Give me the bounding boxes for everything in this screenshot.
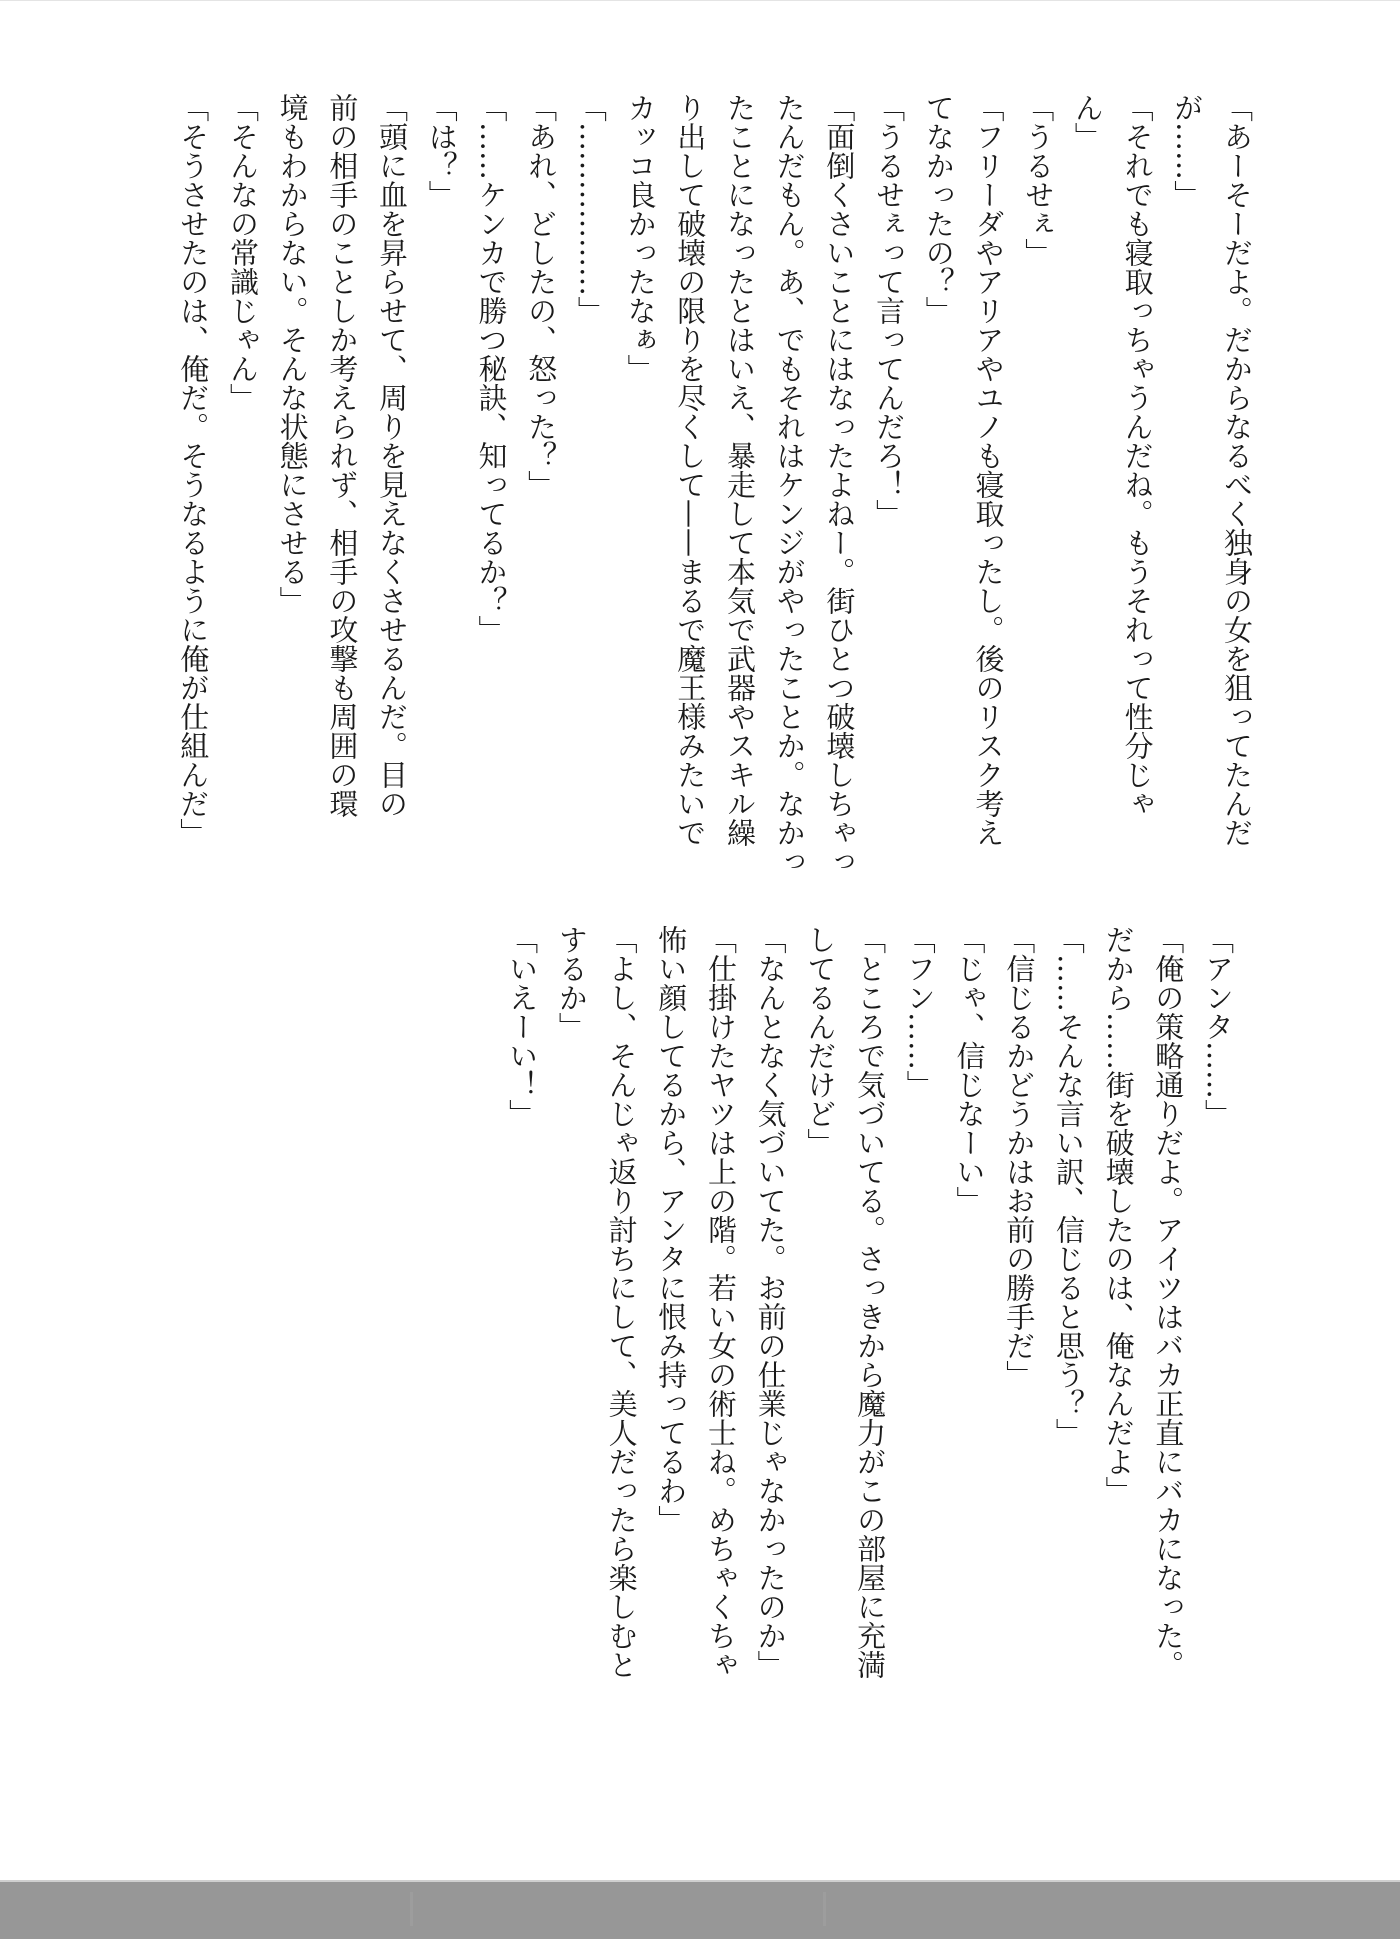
text-line: が……」	[1170, 93, 1205, 209]
text-line: 「………………」	[573, 93, 608, 325]
text-line: 「うるせぇって言ってんだろ！」	[872, 93, 907, 528]
text-line: 「俺の策略通りだよ。アイツはバカ正直にバカになった。	[1151, 925, 1186, 1679]
text-line: 「なんとなく気づいてた。お前の仕業じゃなかったのか」	[753, 925, 788, 1679]
dialogue-paragraph	[1012, 93, 1062, 883]
text-line: 「面倒くさいことにはなったよねー。街ひとつ破壊しちゃっ	[822, 93, 857, 876]
dialogue-paragraph	[1093, 925, 1192, 1715]
dialogue-paragraph	[515, 93, 565, 883]
page-footer-scrollbar[interactable]	[0, 1880, 1400, 1939]
text-line: 「そうさせたのは、俺だ。そうなるように俺が仕組んだ」	[176, 93, 211, 847]
text-line: たんだもん。あ、でもそれはケンジがやったことか。なかっ	[772, 93, 807, 876]
dialogue-paragraph	[217, 93, 267, 883]
dialogue-paragraph	[1043, 925, 1093, 1715]
text-line: 「仕掛けたヤツは上の階。若い女の術士ね。めちゃくちゃ	[703, 925, 738, 1679]
text-line: ん」	[1070, 93, 1105, 151]
dialogue-paragraph	[795, 925, 894, 1715]
dialogue-paragraph	[416, 93, 466, 883]
dialogue-paragraph	[993, 925, 1043, 1715]
dialogue-paragraph	[863, 93, 913, 883]
dialogue-paragraph	[565, 93, 615, 883]
text-line: 境もわからない。そんな状態にさせる」	[275, 93, 310, 615]
text-line: 「は？」	[424, 93, 459, 209]
lower-text-block	[496, 925, 1242, 1715]
dialogue-paragraph	[646, 925, 745, 1715]
footer-divider	[823, 1892, 826, 1926]
text-line: たことになったとはいえ、暴走して本気で武器やスキル繰	[722, 93, 757, 847]
top-border	[0, 0, 1400, 1]
text-line: 「それでも寝取っちゃうんだね。もうそれって性分じゃ	[1120, 93, 1155, 818]
dialogue-paragraph	[944, 925, 994, 1715]
text-line: だから……街を破壊したのは、俺なんだよ」	[1101, 925, 1136, 1505]
text-line: 「よし、そんじゃ返り討ちにして、美人だったら楽しむと	[604, 925, 639, 1679]
upper-text-block	[168, 93, 1261, 883]
text-line: 「じゃ、信じなーい」	[952, 925, 987, 1215]
text-line: するか」	[554, 925, 589, 1041]
text-line: 「そんなの常識じゃん」	[225, 93, 260, 412]
text-line: 怖い顔してるから、アンタに恨み持ってるわ」	[654, 925, 689, 1534]
text-line: 「あーそーだよ。だからなるべく独身の女を狙ってたんだ	[1220, 93, 1254, 847]
dialogue-paragraph	[168, 93, 218, 883]
text-line: 「フン……」	[902, 925, 937, 1099]
dialogue-paragraph	[913, 93, 1012, 883]
text-line: 「ところで気づいてる。さっきから魔力がこの部屋に充満	[853, 925, 888, 1679]
text-line: 「……ケンカで勝つ秘訣、知ってるか？」	[474, 93, 509, 644]
text-line: 「うるせぇ」	[1021, 93, 1056, 267]
footer-divider	[410, 1892, 413, 1926]
dialogue-paragraph	[496, 925, 546, 1715]
dialogue-paragraph	[615, 93, 864, 883]
text-line: 「頭に血を昇らせて、周りを見えなくさせるんだ。目の	[375, 93, 410, 818]
text-line: してるんだけど」	[803, 925, 838, 1157]
dialogue-paragraph	[1162, 93, 1261, 883]
text-line: 「アンタ……」	[1201, 925, 1235, 1128]
dialogue-paragraph	[894, 925, 944, 1715]
text-line: 「信じるかどうかはお前の勝手だ」	[1002, 925, 1037, 1389]
dialogue-paragraph	[267, 93, 416, 883]
text-line: 「あれ、どしたの、怒った？」	[524, 93, 559, 499]
text-line: てなかったの？」	[921, 93, 956, 325]
text-line: 「フリーダやアリアやユノも寝取ったし。後のリスク考え	[971, 93, 1006, 847]
text-line: り出して破壊の限りを尽くして——まるで魔王様みたいで	[673, 93, 708, 847]
dialogue-paragraph	[1062, 93, 1161, 883]
dialogue-paragraph	[546, 925, 645, 1715]
dialogue-paragraph	[466, 93, 516, 883]
text-line: カッコ良かったなぁ」	[623, 93, 658, 383]
text-line: 前の相手のことしか考えられず、相手の攻撃も周囲の環	[325, 93, 360, 818]
text-line: 「……そんな言い訳、信じると思う？」	[1051, 925, 1086, 1447]
text-line: 「いえーい！」	[505, 925, 540, 1128]
dialogue-paragraph	[1192, 925, 1242, 1715]
dialogue-paragraph	[745, 925, 795, 1715]
